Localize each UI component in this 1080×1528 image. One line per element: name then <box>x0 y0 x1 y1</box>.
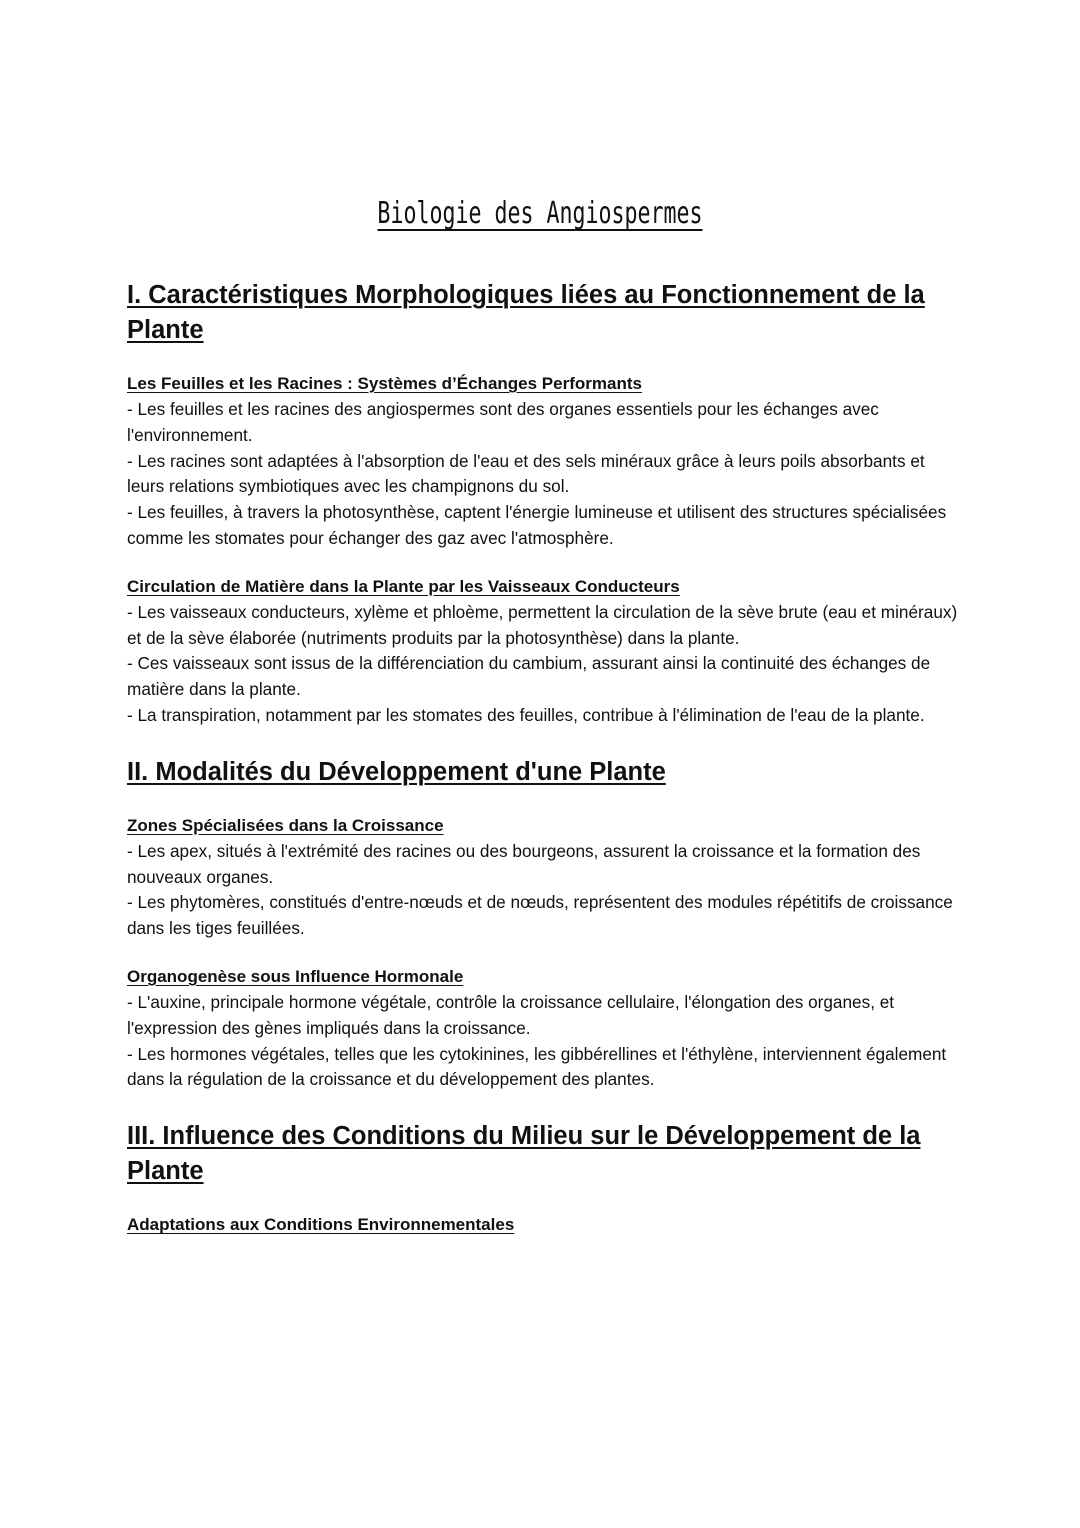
section-heading: III. Influence des Conditions du Milieu sur le Développement de la Plante <box>127 1122 921 1186</box>
paragraph-line: - L'auxine, principale hormone végétale, contrôle la croissance cellulaire, l'élongation des organes, et l'expression des gènes impliqués dans la croissance. <box>127 991 895 1038</box>
subsection-heading: Circulation de Matière dans la Plante par les Vaisseaux Conducteurs <box>127 576 680 596</box>
paragraph-line: - La transpiration, notamment par les stomates des feuilles, contribue à l'élimination de l'eau de la plante. <box>127 704 925 725</box>
paragraph-line: - Les hormones végétales, telles que les cytokinines, les gibbérellines et l'éthylène, interviennent également dans la régulation de la croissance et du développement des plantes. <box>127 1043 947 1090</box>
paragraph-line: - Les apex, situés à l'extrémité des racines ou des bourgeons, assurent la croissance et la formation des nouveaux organes. <box>127 840 921 887</box>
subsection-heading: Organogenèse sous Influence Hormonale <box>127 966 464 986</box>
subsection-heading: Les Feuilles et les Racines : Systèmes d’Échanges Performants <box>127 374 642 393</box>
subsection-heading: Adaptations aux Conditions Environnementales <box>127 1215 515 1235</box>
paragraph-line: - Ces vaisseaux sont issus de la différenciation du cambium, assurant ainsi la continuité des échanges de matière dans la plante. <box>127 653 931 700</box>
subsection-heading: Zones Spécialisées dans la Croissance <box>127 815 444 835</box>
paragraph-line: - Les feuilles, à travers la photosynthèse, captent l'énergie lumineuse et utilisent des structures spécialisées comme les stomates pour échanger des gaz avec l'atmosphère. <box>127 502 947 548</box>
paragraph-line: - Les phytomères, constitués d'entre-nœuds et de nœuds, représentent des modules répétitifs de croissance dans les tiges feuillées. <box>127 892 953 939</box>
paragraph-line: - Les feuilles et les racines des angiospermes sont des organes essentiels pour les échanges avec l'environnement. <box>127 399 879 445</box>
paragraph-line: - Les vaisseaux conducteurs, xylème et phloème, permettent la circulation de la sève brute (eau et minéraux) et de la sève élaborée (nutriments produits par la photosynthèse) dans la plante. <box>127 601 958 648</box>
section-heading: I. Caractéristiques Morphologiques liées au Fonctionnement de la Plante <box>127 281 925 344</box>
document-title: Biologie des Angiospermes <box>377 196 703 231</box>
document-body <box>127 278 959 1238</box>
section-heading: II. Modalités du Développement d'une Plante <box>127 757 666 786</box>
paragraph-line: - Les racines sont adaptées à l'absorption de l'eau et des sels minéraux grâce à leurs poils absorbants et leurs relations symbiotiques avec les champignons du sol. <box>127 450 925 497</box>
